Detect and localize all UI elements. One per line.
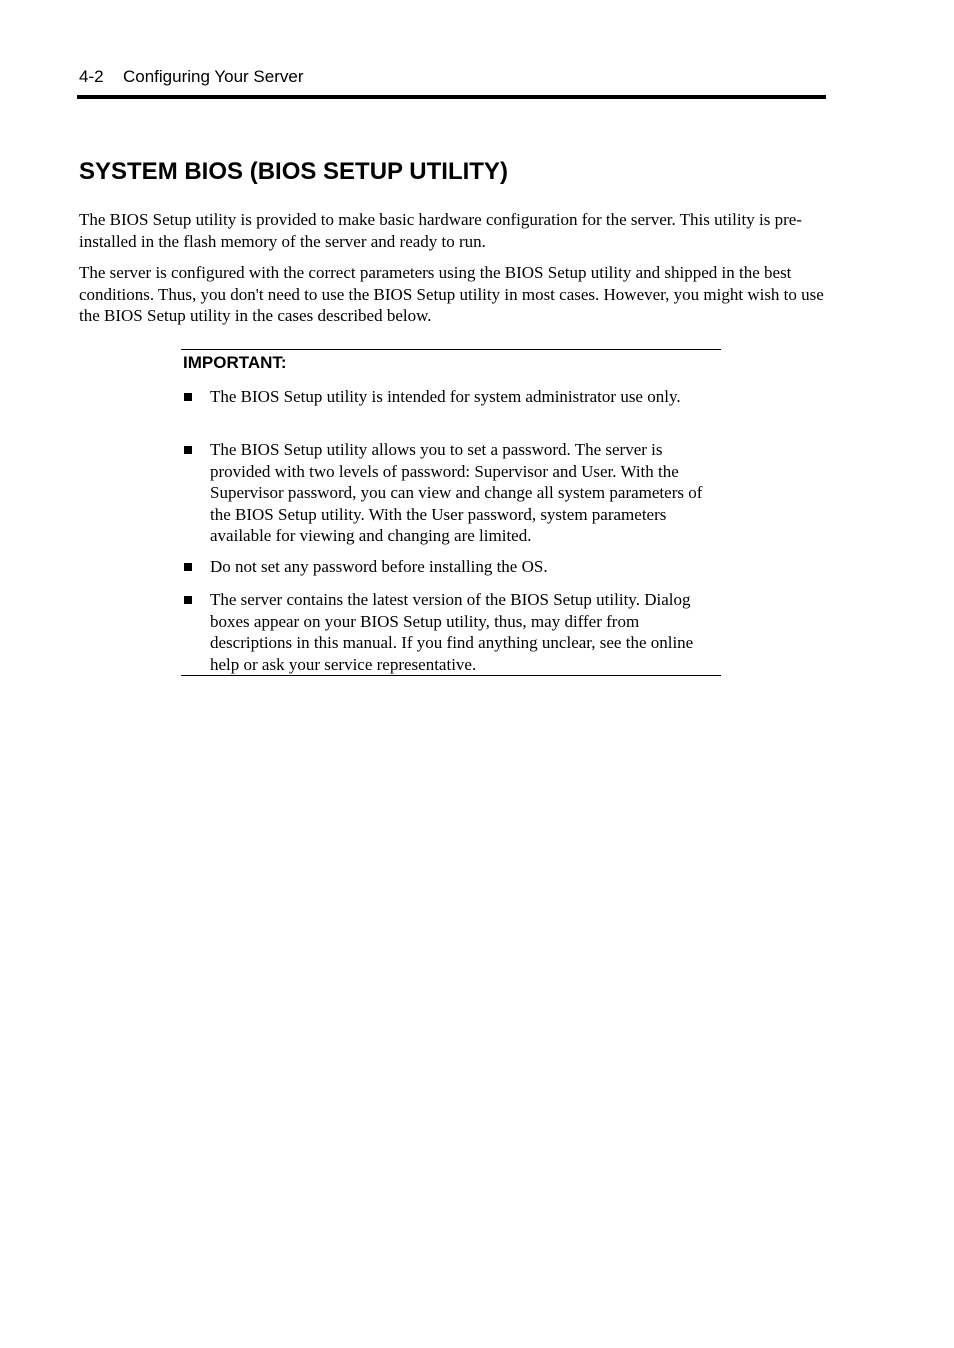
square-bullet-icon — [184, 596, 192, 604]
list-item-text: The server contains the latest version of the BIOS Setup utility. Dialog boxes appear on your BIOS Setup utility, thus, may differ from descriptions in this manual. If you find anything unclear, see the online help or ask your service representative. — [210, 590, 694, 674]
list-item-text: Do not set any password before installing the OS. — [210, 557, 548, 576]
square-bullet-icon — [184, 393, 192, 401]
context-paragraph: The server is configured with the correct parameters using the BIOS Setup utility and shipped in the best conditions. Thus, you don't need to use the BIOS Setup utility in most cases. However, you might wish to use the BIOS Setup utility in the cases described below. — [79, 263, 824, 325]
important-title: IMPORTANT: — [183, 353, 287, 372]
intro-paragraph: The BIOS Setup utility is provided to make basic hardware configuration for the server. This utility is pre-installed in the flash memory of the server and ready to run. — [79, 210, 802, 251]
list-item-text: The BIOS Setup utility allows you to set a password. The server is provided with two levels of password: Supervisor and User. With the Supervisor password, you can view and change all system parameters of the BIOS Setup utility. With the User password, system parameters available for viewing and changing are limited. — [210, 440, 703, 545]
running-header — [79, 66, 304, 88]
square-bullet-icon — [184, 563, 192, 571]
list-item-text: The BIOS Setup utility is intended for system administrator use only. — [210, 387, 681, 406]
header-rule — [77, 95, 826, 99]
page-number: 4-2 — [79, 67, 104, 86]
section-title: SYSTEM BIOS (BIOS SETUP UTILITY) — [79, 158, 508, 185]
important-notice — [181, 349, 721, 676]
square-bullet-icon — [184, 446, 192, 454]
chapter-title: Configuring Your Server — [123, 67, 304, 86]
